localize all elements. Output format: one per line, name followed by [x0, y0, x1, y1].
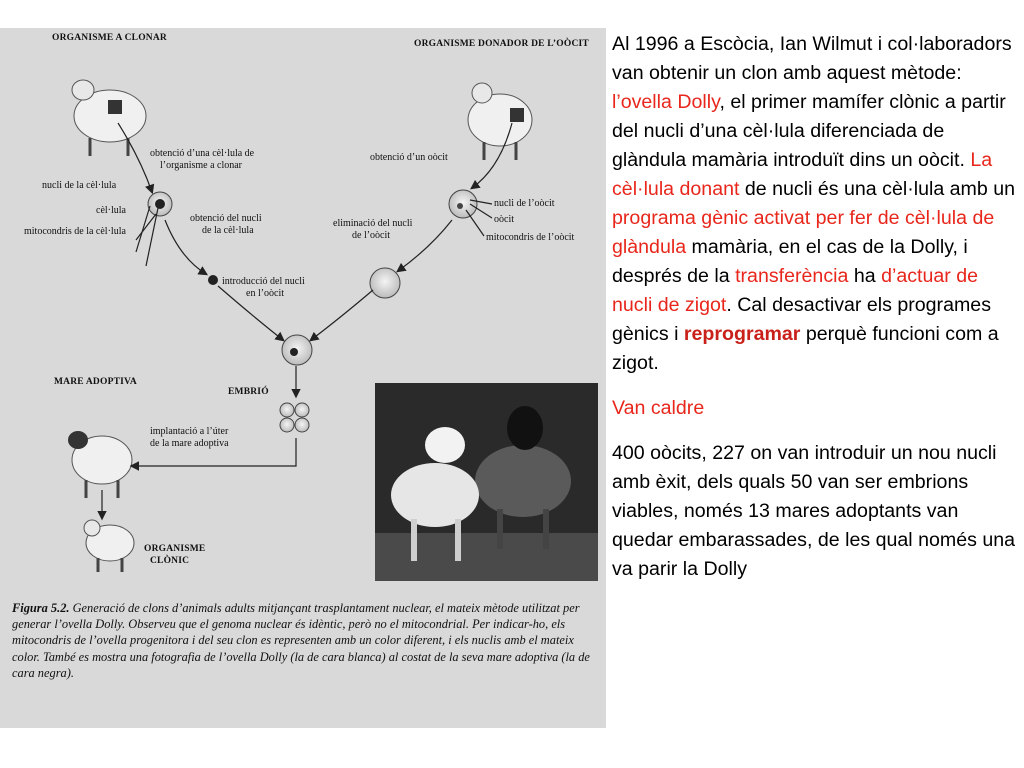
sheep-surrogate-icon	[68, 431, 132, 498]
p1-text-k: . Cal desactivar els programes gènics i	[612, 294, 991, 345]
paragraph-needed: Van caldre	[612, 397, 705, 419]
label-organism-to-clone: ORGANISME A CLONAR	[52, 33, 167, 43]
sheep-clone-icon	[84, 520, 134, 572]
label-implant-2: de la mare adoptiva	[150, 438, 229, 449]
paragraph-statistics: 400 oòcits, 227 on van introduir un nou nucli amb èxit, dels quals 50 van ser embrions viables, només 13 mares adoptants van quedar embarassades, de les qual només una va parir la Dolly	[612, 442, 1016, 580]
embryo-icon	[280, 403, 309, 432]
p1-text-a: Al 1996 a Escòcia, Ian Wilmut i col·laboradors van obtenir un clon amb aquest mètode:	[612, 33, 1012, 84]
label-oocyte: oòcit	[494, 214, 514, 225]
donor-nucleus-icon	[208, 275, 218, 285]
label-get-nucleus-1: obtenció del nucli	[190, 213, 262, 224]
p1-text-i: ha	[848, 265, 882, 287]
label-cell: cèl·lula	[96, 205, 126, 216]
highlight-gene-program: programa gènic activat per fer de cèl·lula de glàndula	[612, 207, 995, 258]
explanation-text	[612, 30, 1017, 584]
label-clone-2: CLÒNIC	[150, 556, 190, 566]
donor-cell-icon	[148, 192, 172, 216]
highlight-reprogram: reprogramar	[683, 323, 801, 345]
figure-scan	[0, 28, 606, 728]
label-get-cell-1: obtenció d’una cèl·lula de	[150, 148, 255, 159]
label-embryo: EMBRIÓ	[228, 387, 269, 397]
p1-text-m: perquè funcioni com a zigot.	[612, 323, 999, 374]
label-implant-1: implantació a l’úter	[150, 426, 229, 437]
figure-caption	[12, 600, 596, 681]
highlight-transfer: transferència	[735, 265, 849, 287]
highlight-dolly: l’ovella Dolly	[612, 91, 720, 113]
label-surrogate: MARE ADOPTIVA	[54, 377, 137, 387]
label-cell-mito: mitocondris de la cèl·lula	[24, 226, 126, 237]
label-remove-nucleus-1: eliminació del nucli	[333, 218, 413, 229]
label-get-oocyte: obtenció d’un oòcit	[370, 152, 448, 163]
figure-caption-text: Generació de clons d’animals adults mitjançant trasplantament nuclear, el mateix mètode utilitzat per generar l’ovella Dolly. Observeu que el genoma nuclear és idèntic, però no el mitocondrial. Per indicar-ho, els mitocondris de l’ovella progenitora i del seu clon es representen amb un color diferent, i els nuclis amb el mateix color. També es mostra una fotografia de l’ovella Dolly (la de cara blanca) al costat de la seva mare adoptiva (la de cara negra).	[12, 601, 590, 680]
paragraph-dolly	[612, 30, 1017, 378]
p1-text-e: de nucli és una cèl·lula amb un	[739, 178, 1016, 200]
label-get-nucleus-2: de la cèl·lula	[202, 225, 254, 236]
label-clone-1: ORGANISME	[144, 544, 206, 554]
label-insert-nucleus-1: introducció del nucli	[222, 276, 305, 287]
dolly-photo	[375, 383, 598, 581]
reconstructed-oocyte-icon	[282, 335, 312, 365]
figure-number: Figura 5.2.	[12, 601, 70, 615]
highlight-donor-cell: La cèl·lula donant	[612, 149, 993, 200]
label-insert-nucleus-2: en l’oòcit	[246, 288, 285, 299]
sheep-donor-icon	[72, 80, 146, 156]
enucleated-oocyte-icon	[370, 268, 400, 298]
label-egg-donor: ORGANISME DONADOR DE L’OÒCIT	[414, 39, 589, 49]
p1-text-g: mamària, en el cas de la Dolly, i després de la	[612, 236, 968, 287]
oocyte-icon	[449, 190, 477, 218]
label-remove-nucleus-2: de l’oòcit	[352, 230, 391, 241]
p1-text-c: , el primer mamífer clònic a partir del nucli d’una cèl·lula diferenciada de glàndula mamària introduït dins un oòcit.	[612, 91, 1006, 171]
label-get-cell-2: l’organisme a clonar	[160, 160, 243, 171]
label-cell-nucleus: nucli de la cèl·lula	[42, 180, 117, 191]
label-oocyte-nucleus: nucli de l’oòcit	[494, 198, 555, 209]
highlight-zygote-nucleus: d’actuar de nucli de zigot	[612, 265, 979, 316]
sheep-egg-donor-icon	[468, 83, 532, 160]
label-oocyte-mito: mitocondris de l’oòcit	[486, 232, 575, 243]
